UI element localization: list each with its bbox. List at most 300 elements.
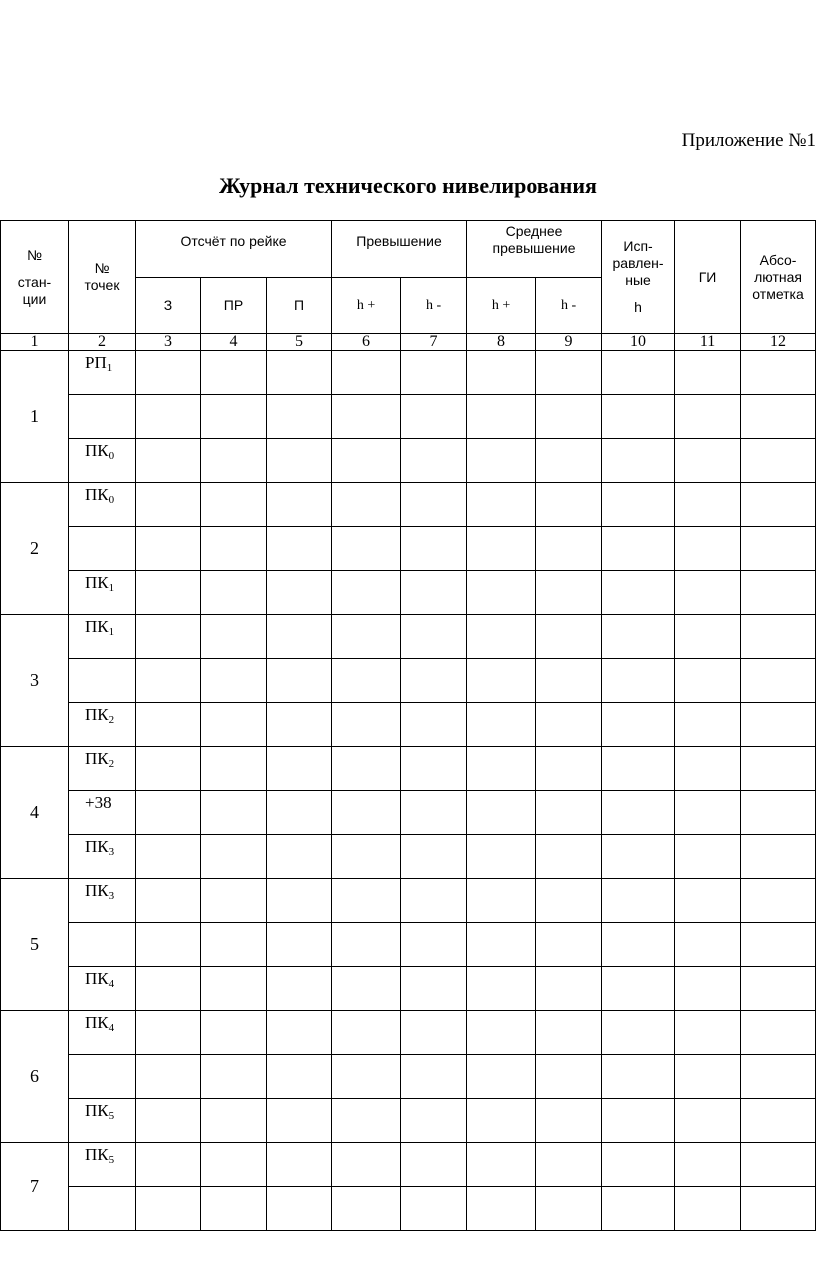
entry-cell[interactable] [401, 747, 467, 791]
station-row [1, 571, 816, 615]
entry-cell[interactable] [741, 483, 816, 527]
point-subscript: 4 [108, 1022, 115, 1034]
entry-cell[interactable] [201, 483, 267, 527]
entry-cell[interactable] [136, 923, 201, 967]
entry-cell[interactable] [467, 351, 536, 395]
entry-cell[interactable] [332, 1011, 401, 1055]
entry-cell[interactable] [332, 791, 401, 835]
point-cell [69, 791, 136, 835]
entry-cell[interactable] [675, 1187, 741, 1231]
entry-cell[interactable] [741, 615, 816, 659]
entry-cell[interactable] [201, 1187, 267, 1231]
entry-cell[interactable] [741, 923, 816, 967]
entry-cell[interactable] [602, 395, 675, 439]
entry-cell[interactable] [602, 1143, 675, 1187]
entry-cell[interactable] [332, 1143, 401, 1187]
entry-cell[interactable] [136, 1099, 201, 1143]
header-absolute [741, 221, 816, 334]
header-pr: ПР [201, 278, 267, 334]
entry-cell[interactable] [401, 395, 467, 439]
point-label: ПК [85, 617, 109, 636]
entry-cell[interactable] [136, 703, 201, 747]
station-number: 7 [1, 1143, 69, 1231]
entry-cell[interactable] [267, 395, 332, 439]
point-label: ПК [85, 705, 109, 724]
point-subscript: 5 [108, 1154, 115, 1166]
entry-cell[interactable] [741, 703, 816, 747]
point-subscript: 2 [108, 758, 115, 770]
entry-cell[interactable] [401, 1055, 467, 1099]
entry-cell[interactable] [267, 967, 332, 1011]
point-subscript: 0 [108, 494, 115, 506]
entry-cell[interactable] [675, 351, 741, 395]
entry-cell[interactable] [401, 923, 467, 967]
column-number: 8 [467, 334, 536, 351]
entry-cell[interactable] [741, 1143, 816, 1187]
entry-cell[interactable] [332, 879, 401, 923]
entry-cell[interactable] [401, 791, 467, 835]
entry-cell[interactable] [201, 1143, 267, 1187]
entry-cell[interactable] [741, 527, 816, 571]
entry-cell[interactable] [675, 483, 741, 527]
entry-cell[interactable] [741, 439, 816, 483]
entry-cell[interactable] [267, 923, 332, 967]
point-label: ПК [85, 969, 109, 988]
entry-cell[interactable] [267, 1143, 332, 1187]
point-cell [69, 483, 136, 527]
station-row [1, 703, 816, 747]
entry-cell[interactable] [136, 747, 201, 791]
header-h-minus: h - [401, 278, 467, 334]
entry-cell[interactable] [136, 615, 201, 659]
header-corrected-label: Исп- равлен- ные [612, 238, 664, 288]
entry-cell[interactable] [267, 879, 332, 923]
entry-cell[interactable] [401, 659, 467, 703]
entry-cell[interactable] [136, 395, 201, 439]
point-cell [69, 395, 136, 439]
header-points [69, 221, 136, 334]
entry-cell[interactable] [136, 659, 201, 703]
entry-cell[interactable] [602, 1011, 675, 1055]
entry-cell[interactable] [536, 1187, 602, 1231]
column-number: 4 [201, 334, 267, 351]
entry-cell[interactable] [467, 1187, 536, 1231]
entry-cell[interactable] [332, 1187, 401, 1231]
entry-cell[interactable] [675, 835, 741, 879]
entry-cell[interactable] [467, 703, 536, 747]
point-cell [69, 1143, 136, 1187]
entry-cell[interactable] [467, 483, 536, 527]
entry-cell[interactable] [401, 1099, 467, 1143]
entry-cell[interactable] [401, 967, 467, 1011]
entry-cell[interactable] [332, 615, 401, 659]
header-corrected [602, 221, 675, 334]
entry-cell[interactable] [201, 923, 267, 967]
column-number: 7 [401, 334, 467, 351]
entry-cell[interactable] [201, 527, 267, 571]
entry-cell[interactable] [602, 615, 675, 659]
entry-cell[interactable] [136, 439, 201, 483]
entry-cell[interactable] [602, 439, 675, 483]
entry-cell[interactable] [741, 791, 816, 835]
entry-cell[interactable] [201, 615, 267, 659]
entry-cell[interactable] [467, 1099, 536, 1143]
column-number: 12 [741, 334, 816, 351]
station-row [1, 395, 816, 439]
point-label: ПК [85, 749, 109, 768]
entry-cell[interactable] [536, 659, 602, 703]
station-row [1, 439, 816, 483]
entry-cell[interactable] [602, 1187, 675, 1231]
header-points-no: № [94, 260, 110, 276]
station-row [1, 527, 816, 571]
entry-cell[interactable] [332, 1099, 401, 1143]
entry-cell[interactable] [467, 571, 536, 615]
point-subscript: 3 [108, 890, 115, 902]
entry-cell[interactable] [536, 439, 602, 483]
column-number-row [1, 334, 816, 351]
station-row [1, 835, 816, 879]
entry-cell[interactable] [741, 351, 816, 395]
entry-cell[interactable] [267, 835, 332, 879]
entry-cell[interactable] [675, 571, 741, 615]
entry-cell[interactable] [267, 439, 332, 483]
entry-cell[interactable] [467, 967, 536, 1011]
entry-cell[interactable] [602, 967, 675, 1011]
station-row [1, 791, 816, 835]
entry-cell[interactable] [602, 879, 675, 923]
point-label: ПК [85, 881, 109, 900]
entry-cell[interactable] [602, 527, 675, 571]
document-title: Журнал технического нивелирования [219, 173, 597, 198]
entry-cell[interactable] [332, 659, 401, 703]
entry-cell[interactable] [536, 747, 602, 791]
entry-cell[interactable] [267, 1187, 332, 1231]
point-cell [69, 615, 136, 659]
station-number: 1 [1, 351, 69, 483]
point-cell [69, 703, 136, 747]
entry-cell[interactable] [332, 703, 401, 747]
entry-cell[interactable] [467, 747, 536, 791]
entry-cell[interactable] [332, 483, 401, 527]
appendix-label: Приложение №1 [681, 130, 816, 151]
column-number: 5 [267, 334, 332, 351]
entry-cell[interactable] [602, 1055, 675, 1099]
entry-cell[interactable] [536, 923, 602, 967]
entry-cell[interactable] [602, 571, 675, 615]
entry-cell[interactable] [467, 439, 536, 483]
station-row [1, 967, 816, 1011]
entry-cell[interactable] [136, 835, 201, 879]
entry-cell[interactable] [401, 835, 467, 879]
point-subscript: 1 [106, 362, 113, 374]
point-label: +38 [85, 793, 112, 812]
entry-cell[interactable] [332, 439, 401, 483]
entry-cell[interactable] [136, 879, 201, 923]
point-subscript: 4 [108, 978, 115, 990]
entry-cell[interactable] [602, 1099, 675, 1143]
entry-cell[interactable] [136, 791, 201, 835]
entry-cell[interactable] [467, 835, 536, 879]
point-label: РП [85, 353, 107, 372]
column-number: 6 [332, 334, 401, 351]
entry-cell[interactable] [536, 1099, 602, 1143]
column-number: 2 [69, 334, 136, 351]
entry-cell[interactable] [467, 879, 536, 923]
station-row [1, 879, 816, 923]
entry-cell[interactable] [467, 659, 536, 703]
entry-cell[interactable] [536, 1011, 602, 1055]
point-cell [69, 967, 136, 1011]
point-label: ПК [85, 485, 109, 504]
column-number: 3 [136, 334, 201, 351]
entry-cell[interactable] [332, 351, 401, 395]
station-number: 6 [1, 1011, 69, 1143]
entry-cell[interactable] [741, 835, 816, 879]
entry-cell[interactable] [675, 395, 741, 439]
entry-cell[interactable] [267, 791, 332, 835]
point-subscript: 1 [108, 582, 115, 594]
header-station-no: № [26, 246, 43, 263]
entry-cell[interactable] [741, 395, 816, 439]
point-cell [69, 659, 136, 703]
entry-cell[interactable] [267, 1099, 332, 1143]
station-row [1, 1099, 816, 1143]
entry-cell[interactable] [201, 1011, 267, 1055]
entry-cell[interactable] [536, 483, 602, 527]
entry-cell[interactable] [201, 395, 267, 439]
entry-cell[interactable] [536, 527, 602, 571]
entry-cell[interactable] [332, 747, 401, 791]
entry-cell[interactable] [267, 1055, 332, 1099]
point-cell [69, 1011, 136, 1055]
station-row [1, 351, 816, 395]
entry-cell[interactable] [536, 395, 602, 439]
station-row [1, 1187, 816, 1231]
entry-cell[interactable] [675, 879, 741, 923]
entry-cell[interactable] [201, 967, 267, 1011]
entry-cell[interactable] [741, 1055, 816, 1099]
header-h-plus: h + [332, 278, 401, 334]
point-cell [69, 527, 136, 571]
entry-cell[interactable] [675, 923, 741, 967]
entry-cell[interactable] [201, 879, 267, 923]
entry-cell[interactable] [201, 835, 267, 879]
header-station [1, 221, 69, 334]
entry-cell[interactable] [741, 1099, 816, 1143]
entry-cell[interactable] [602, 923, 675, 967]
entry-cell[interactable] [536, 1055, 602, 1099]
entry-cell[interactable] [467, 1143, 536, 1187]
entry-cell[interactable] [675, 967, 741, 1011]
station-number: 2 [1, 483, 69, 615]
entry-cell[interactable] [332, 571, 401, 615]
entry-cell[interactable] [675, 791, 741, 835]
entry-cell[interactable] [675, 1011, 741, 1055]
entry-cell[interactable] [401, 1187, 467, 1231]
entry-cell[interactable] [401, 483, 467, 527]
entry-cell[interactable] [401, 703, 467, 747]
entry-cell[interactable] [136, 1011, 201, 1055]
entry-cell[interactable] [536, 703, 602, 747]
entry-cell[interactable] [267, 527, 332, 571]
entry-cell[interactable] [201, 1055, 267, 1099]
entry-cell[interactable] [536, 571, 602, 615]
entry-cell[interactable] [741, 1187, 816, 1231]
entry-cell[interactable] [267, 351, 332, 395]
entry-cell[interactable] [267, 703, 332, 747]
column-number: 1 [1, 334, 69, 351]
entry-cell[interactable] [136, 1143, 201, 1187]
entry-cell[interactable] [467, 527, 536, 571]
point-label: ПК [85, 1101, 109, 1120]
entry-cell[interactable] [332, 395, 401, 439]
station-row [1, 923, 816, 967]
entry-cell[interactable] [675, 527, 741, 571]
header-gi: ГИ [675, 221, 741, 334]
header-staff-reading: Отсчёт по рейке [136, 221, 332, 278]
point-cell [69, 879, 136, 923]
station-row [1, 747, 816, 791]
entry-cell[interactable] [467, 791, 536, 835]
entry-cell[interactable] [401, 615, 467, 659]
column-number: 11 [675, 334, 741, 351]
entry-cell[interactable] [136, 351, 201, 395]
entry-cell[interactable] [675, 703, 741, 747]
point-cell [69, 1055, 136, 1099]
station-row [1, 615, 816, 659]
header-absolute-label: Абсо- лютная отметка [752, 251, 804, 302]
entry-cell[interactable] [602, 659, 675, 703]
entry-cell[interactable] [741, 571, 816, 615]
entry-cell[interactable] [332, 527, 401, 571]
entry-cell[interactable] [602, 703, 675, 747]
entry-cell[interactable] [602, 483, 675, 527]
station-number: 4 [1, 747, 69, 879]
entry-cell[interactable] [401, 879, 467, 923]
entry-cell[interactable] [136, 483, 201, 527]
station-number: 5 [1, 879, 69, 1011]
entry-cell[interactable] [136, 1187, 201, 1231]
entry-cell[interactable] [467, 1055, 536, 1099]
entry-cell[interactable] [467, 615, 536, 659]
entry-cell[interactable] [602, 835, 675, 879]
column-number: 10 [602, 334, 675, 351]
point-label: ПК [85, 1013, 109, 1032]
entry-cell[interactable] [401, 1011, 467, 1055]
entry-cell[interactable] [467, 923, 536, 967]
header-p: П [267, 278, 332, 334]
entry-cell[interactable] [267, 483, 332, 527]
entry-cell[interactable] [401, 1143, 467, 1187]
entry-cell[interactable] [675, 1143, 741, 1187]
entry-cell[interactable] [267, 615, 332, 659]
entry-cell[interactable] [536, 835, 602, 879]
entry-cell[interactable] [267, 659, 332, 703]
entry-cell[interactable] [602, 351, 675, 395]
station-row [1, 1011, 816, 1055]
entry-cell[interactable] [741, 747, 816, 791]
entry-cell[interactable] [201, 791, 267, 835]
station-row [1, 1143, 816, 1187]
entry-cell[interactable] [536, 615, 602, 659]
entry-cell[interactable] [536, 967, 602, 1011]
entry-cell[interactable] [536, 879, 602, 923]
point-label: ПК [85, 1145, 109, 1164]
header-corrected-h: h [634, 299, 642, 315]
point-cell [69, 1187, 136, 1231]
header-row-top [1, 221, 816, 278]
entry-cell[interactable] [675, 615, 741, 659]
entry-cell[interactable] [332, 923, 401, 967]
point-label: ПК [85, 441, 109, 460]
entry-cell[interactable] [467, 1011, 536, 1055]
entry-cell[interactable] [201, 1099, 267, 1143]
entry-cell[interactable] [741, 879, 816, 923]
entry-cell[interactable] [136, 1055, 201, 1099]
point-cell [69, 439, 136, 483]
entry-cell[interactable] [136, 571, 201, 615]
entry-cell[interactable] [401, 571, 467, 615]
entry-cell[interactable] [467, 395, 536, 439]
entry-cell[interactable] [267, 571, 332, 615]
entry-cell[interactable] [741, 967, 816, 1011]
station-number: 3 [1, 615, 69, 747]
entry-cell[interactable] [675, 659, 741, 703]
entry-cell[interactable] [401, 351, 467, 395]
entry-cell[interactable] [201, 703, 267, 747]
entry-cell[interactable] [401, 439, 467, 483]
entry-cell[interactable] [267, 1011, 332, 1055]
station-row [1, 659, 816, 703]
entry-cell[interactable] [401, 527, 467, 571]
entry-cell[interactable] [201, 439, 267, 483]
point-cell [69, 571, 136, 615]
entry-cell[interactable] [602, 791, 675, 835]
header-station-label: стан- ции [17, 273, 52, 307]
entry-cell[interactable] [332, 1055, 401, 1099]
entry-cell[interactable] [332, 967, 401, 1011]
entry-cell[interactable] [675, 747, 741, 791]
point-label: ПК [85, 573, 109, 592]
entry-cell[interactable] [675, 1055, 741, 1099]
entry-cell[interactable] [675, 439, 741, 483]
entry-cell[interactable] [332, 835, 401, 879]
entry-cell[interactable] [741, 659, 816, 703]
header-mean-elevation: Среднее превышение [467, 221, 602, 278]
entry-cell[interactable] [201, 747, 267, 791]
entry-cell[interactable] [201, 659, 267, 703]
entry-cell[interactable] [267, 747, 332, 791]
entry-cell[interactable] [741, 1011, 816, 1055]
entry-cell[interactable] [602, 747, 675, 791]
point-subscript: 2 [108, 714, 115, 726]
entry-cell[interactable] [201, 351, 267, 395]
point-cell [69, 835, 136, 879]
station-row [1, 483, 816, 527]
entry-cell[interactable] [536, 351, 602, 395]
entry-cell[interactable] [136, 527, 201, 571]
entry-cell[interactable] [536, 1143, 602, 1187]
entry-cell[interactable] [136, 967, 201, 1011]
entry-cell[interactable] [201, 571, 267, 615]
header-mean-h-minus: h - [536, 278, 602, 334]
header-elevation: Превышение [332, 221, 467, 278]
entry-cell[interactable] [675, 1099, 741, 1143]
point-cell [69, 1099, 136, 1143]
entry-cell[interactable] [536, 791, 602, 835]
column-number: 9 [536, 334, 602, 351]
